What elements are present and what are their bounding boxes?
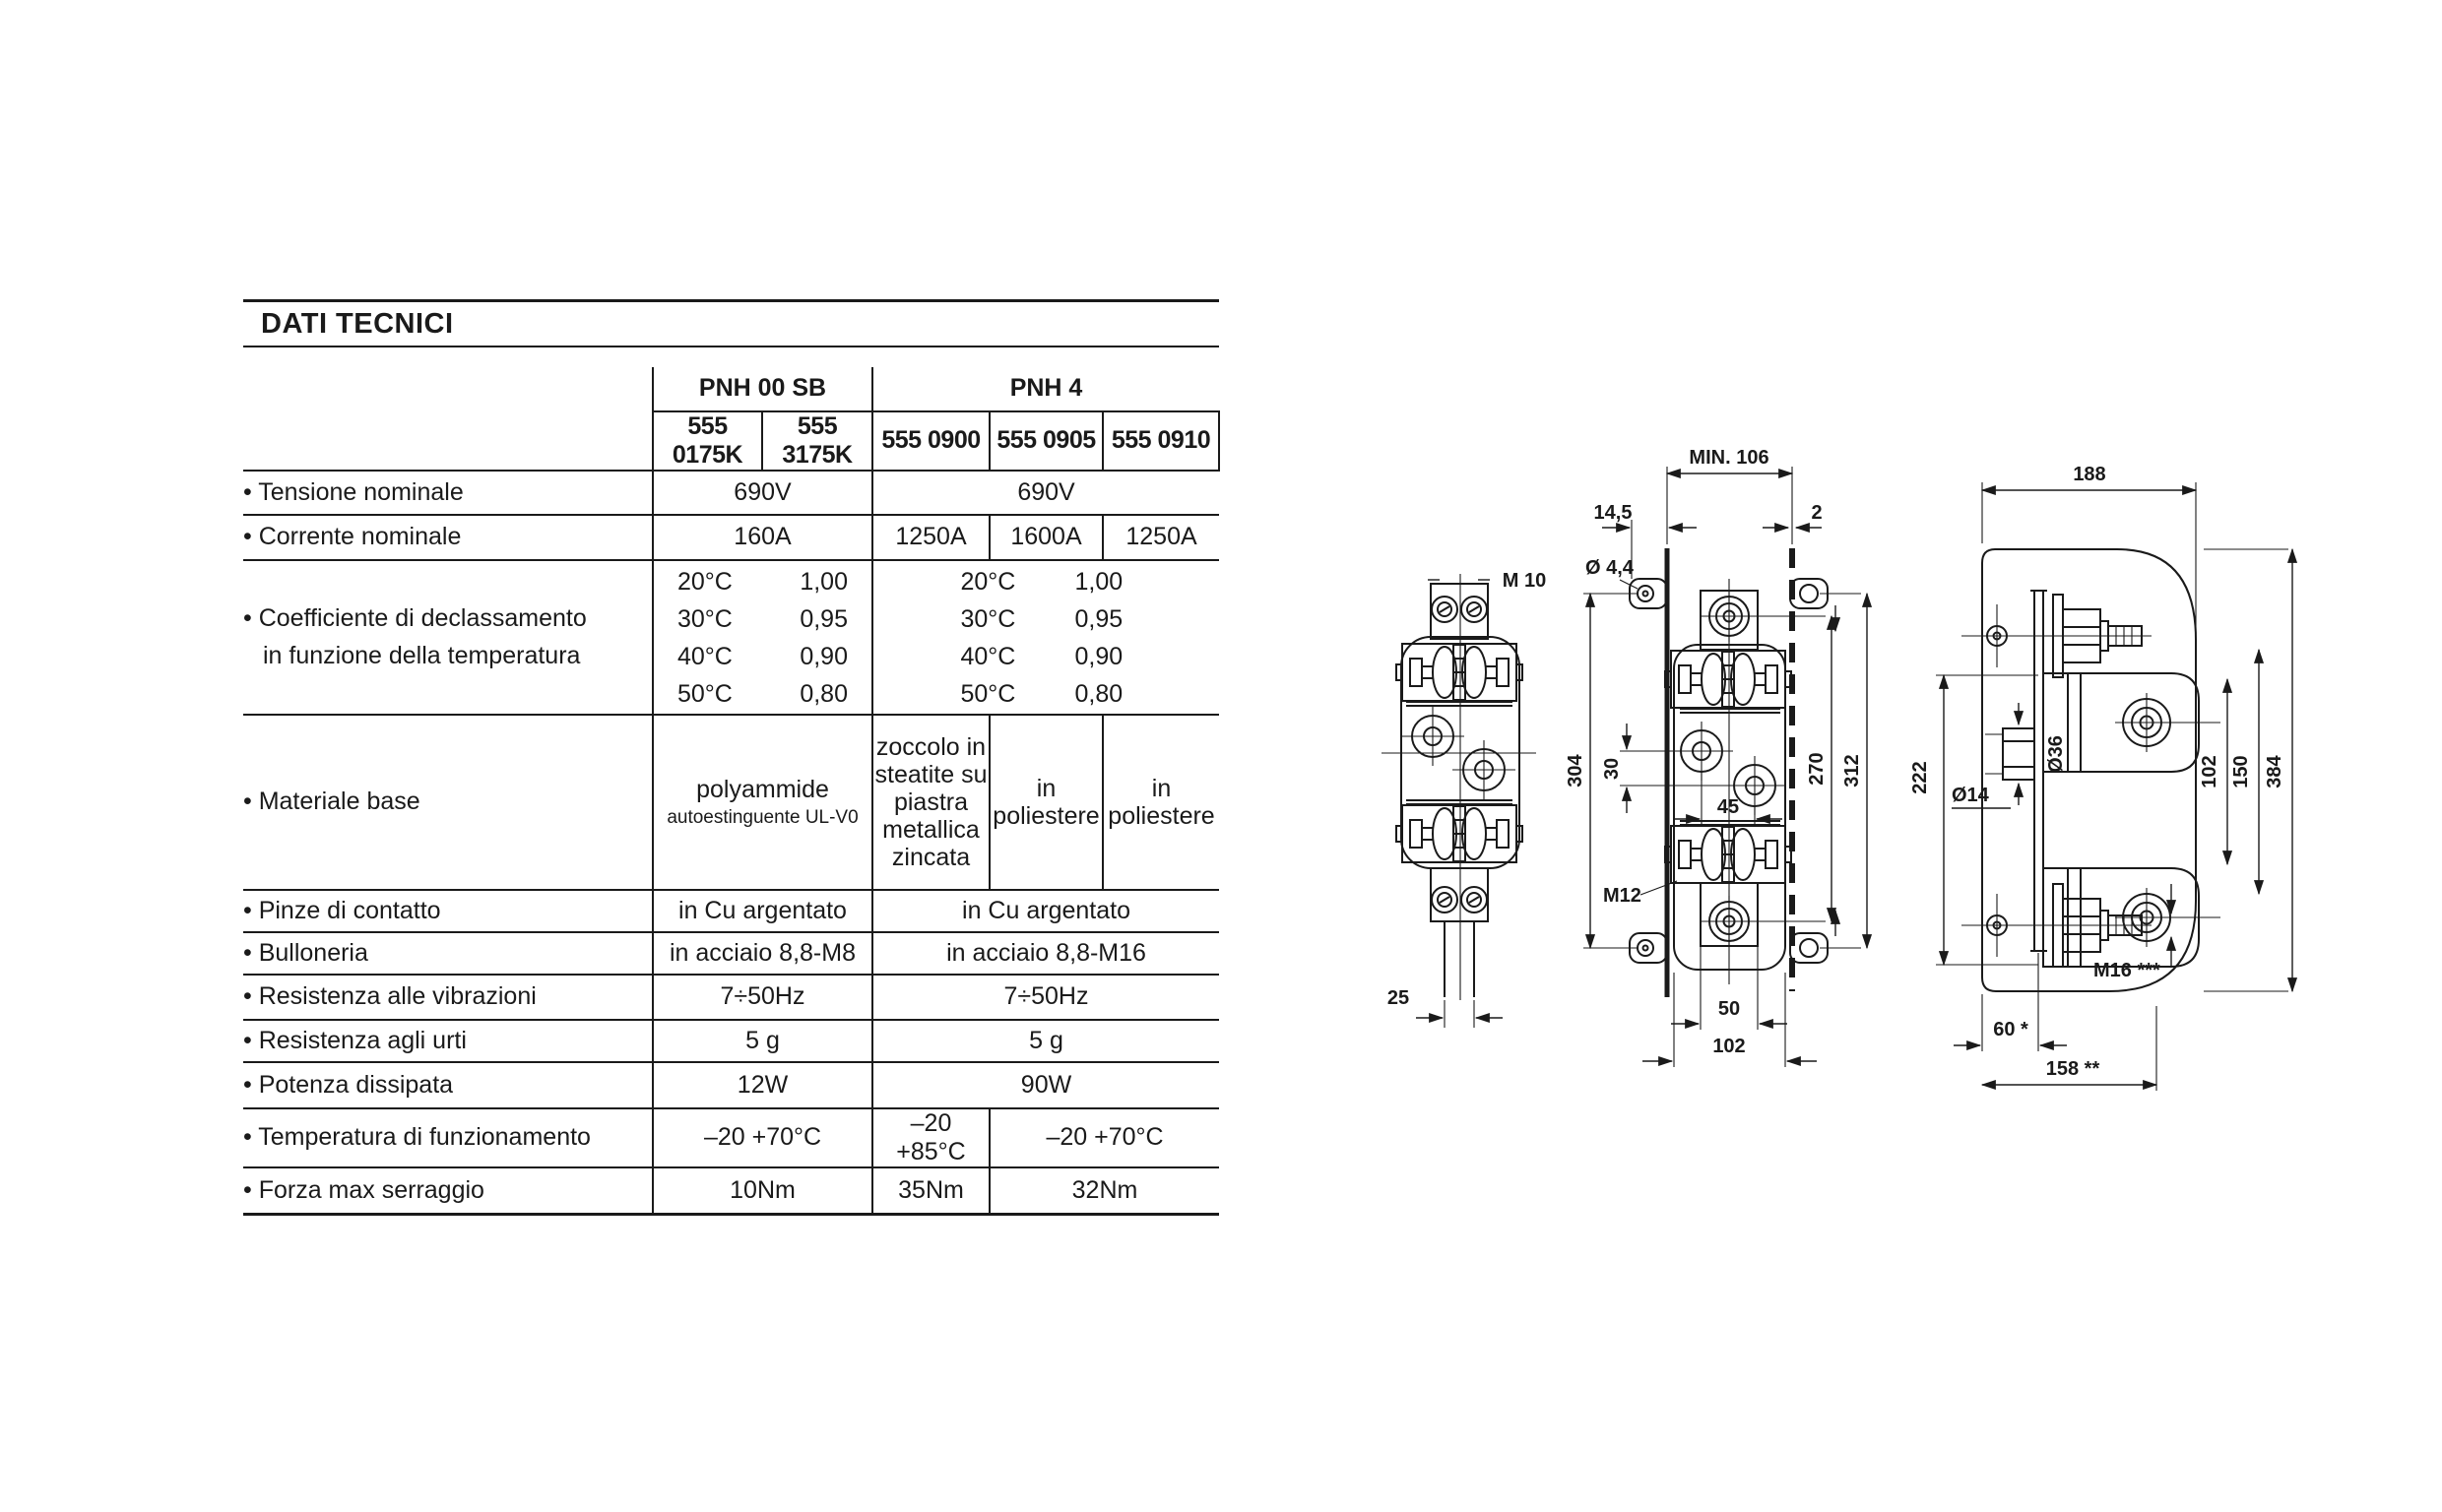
coef-table-pnh4: 20°C 1,00 30°C 0,95 40°C 0,90 50°C 0,80 [960,568,1124,709]
dim-label-158: 158 ** [2045,1058,2100,1080]
dim-label-384: 384 [2264,755,2285,788]
row-urti [243,1020,1219,1062]
cell-temperatura-pnh00sb: –20 +70°C [653,1108,872,1167]
cell-corrente-0910: 1250A [1103,515,1219,560]
dim-label-14: Ø14 [1952,785,1989,806]
cell-potenza-label: • Potenza dissipata [243,1062,653,1108]
cell-bulloneria-pnh4: in acciaio 8,8-M16 [872,932,1219,975]
col-group-pnh00sb: PNH 00 SB [653,367,872,411]
col-code-5550910: 555 0910 [1103,411,1219,471]
cell-coefficiente-pnh00sb [653,560,872,715]
cell-tensione-pnh00sb: 690V [653,471,872,515]
dim-label-14-5: 14,5 [1593,502,1633,524]
dim-hole-4-4 [1585,557,1638,589]
coefficiente-label-line1: • Coefficiente di declassamento [243,604,587,633]
row-forza [243,1167,1219,1215]
cell-forza-label: • Forza max serraggio [243,1167,653,1215]
dim-label-50: 50 [1717,998,1741,1020]
row-corrente [243,515,1219,560]
row-temperatura [243,1108,1219,1167]
dim-label-60: 60 * [1993,1019,2028,1040]
cell-vibrazioni-label: • Resistenza alle vibrazioni [243,975,653,1020]
cell-tensione-label: • Tensione nominale [243,471,653,515]
cell-urti-pnh4: 5 g [872,1020,1219,1062]
drawing-side-view [1565,447,1867,1067]
dim-14 [1952,785,2011,808]
cell-urti-pnh00sb: 5 g [653,1020,872,1062]
row-materiale [243,715,1219,890]
dim-102-right [2199,679,2227,864]
cell-forza-0900: 35Nm [872,1167,990,1215]
cell-temperatura-label: • Temperatura di funzionamento [243,1108,653,1167]
coefficiente-label-line2: in funzione della temperatura [263,642,581,670]
row-vibrazioni [243,975,1219,1020]
fuse-clip-lower [1396,805,1522,862]
cell-tensione-pnh4: 690V [872,471,1219,515]
row-bulloneria [243,932,1219,975]
section-title: DATI TECNICI [243,299,1219,347]
technical-drawings [1359,438,2383,1102]
coef-table-pnh00sb: 20°C 1,00 30°C 0,95 40°C 0,90 50°C 0,80 [677,568,848,709]
fuse-clip-upper [1396,644,1522,701]
dim-min106 [1667,447,1792,544]
dim-label-45: 45 [1716,796,1740,818]
cell-materiale-0900: zoccolo in steatite su piastra metallica zincata [872,715,990,890]
mounting-hole-right [1452,740,1515,799]
drawing-profile-view [1909,464,2292,1091]
row-potenza [243,1062,1219,1108]
center-hub [1985,728,2034,780]
col-group-pnh4: PNH 4 [872,367,1219,411]
cell-vibrazioni-pnh4: 7÷50Hz [872,975,1219,1020]
cell-temperatura-0900: –20 +85°C [872,1108,990,1167]
terminal-bolt-face [1702,591,1757,642]
terminal-bolts [1432,887,1487,913]
terminal-bolt-face [1702,896,1757,947]
terminal-bolts [1432,597,1487,622]
fuse-clip-upper [1665,651,1791,708]
cell-coefficiente-label [243,560,653,715]
dim-label-min106: MIN. 106 [1689,447,1769,469]
top-terminal-tab [1431,584,1488,639]
tech-data-table [243,367,1220,1216]
cell-pinze-pnh4: in Cu argentato [872,890,1219,932]
dim-label-270: 270 [1806,752,1828,786]
cell-coefficiente-pnh4 [872,560,1219,715]
dim-label-102: 102 [1712,1036,1746,1057]
dim-label-304: 304 [1565,754,1586,788]
dim-label-4-4: Ø 4,4 [1585,557,1634,579]
cell-bulloneria-label: • Bulloneria [243,932,653,975]
cell-forza-pnh00sb: 10Nm [653,1167,872,1215]
dim-label-m12: M12 [1603,885,1641,907]
row-pinze [243,890,1219,932]
dim-label-36: Ø36 [2045,735,2067,773]
cell-pinze-pnh00sb: in Cu argentato [653,890,872,932]
dim-label-m16: M16 *** [2093,960,2160,981]
cell-bulloneria-pnh00sb: in acciaio 8,8-M8 [653,932,872,975]
cell-materiale-0910: in poliestere [1103,715,1219,890]
dim-label-30: 30 [1601,757,1623,781]
cell-vibrazioni-pnh00sb: 7÷50Hz [653,975,872,1020]
dim-label-2: 2 [1811,502,1823,524]
cell-pinze-label: • Pinze di contatto [243,890,653,932]
row-group-header [243,367,1219,411]
cell-corrente-label: • Corrente nominale [243,515,653,560]
drawing-front-view [1382,570,1546,1028]
col-code-5553175k: 555 3175K [762,411,872,471]
dim-label-312: 312 [1841,754,1863,788]
dim-label-150: 150 [2230,755,2252,788]
cell-materiale-pnh00sb: polyammide autoestinguente UL-V0 [653,715,872,890]
dim-label-102: 102 [2199,755,2220,788]
cell-potenza-pnh4: 90W [872,1062,1219,1108]
cell-potenza-pnh00sb: 12W [653,1062,872,1108]
fuse-clip-lower [1665,826,1791,883]
tech-data-section [243,281,1219,1216]
mounting-hole-left [1401,707,1464,766]
dim-label-25: 25 [1386,987,1410,1009]
row-coefficiente [243,560,1219,715]
cell-temperatura-0905-0910: –20 +70°C [990,1108,1219,1167]
col-code-5550175k: 555 0175K [653,411,762,471]
cell-corrente-0900: 1250A [872,515,990,560]
col-code-5550900: 555 0900 [872,411,990,471]
dim-label-222: 222 [1909,761,1931,794]
col-code-5550905: 555 0905 [990,411,1103,471]
cell-corrente-0905: 1600A [990,515,1103,560]
dim-label-188: 188 [2073,464,2106,485]
cell-materiale-0905: in poliestere [990,715,1103,890]
dim-150 [2230,650,2259,894]
row-tensione [243,471,1219,515]
cell-header-empty [243,367,653,471]
cell-forza-0905-0910: 32Nm [990,1167,1219,1215]
dim-label-m10: M 10 [1502,570,1547,592]
dim-45 [1674,772,1782,825]
cell-materiale-label: • Materiale base [243,715,653,890]
cell-urti-label: • Resistenza agli urti [243,1020,653,1062]
cell-corrente-pnh00sb: 160A [653,515,872,560]
